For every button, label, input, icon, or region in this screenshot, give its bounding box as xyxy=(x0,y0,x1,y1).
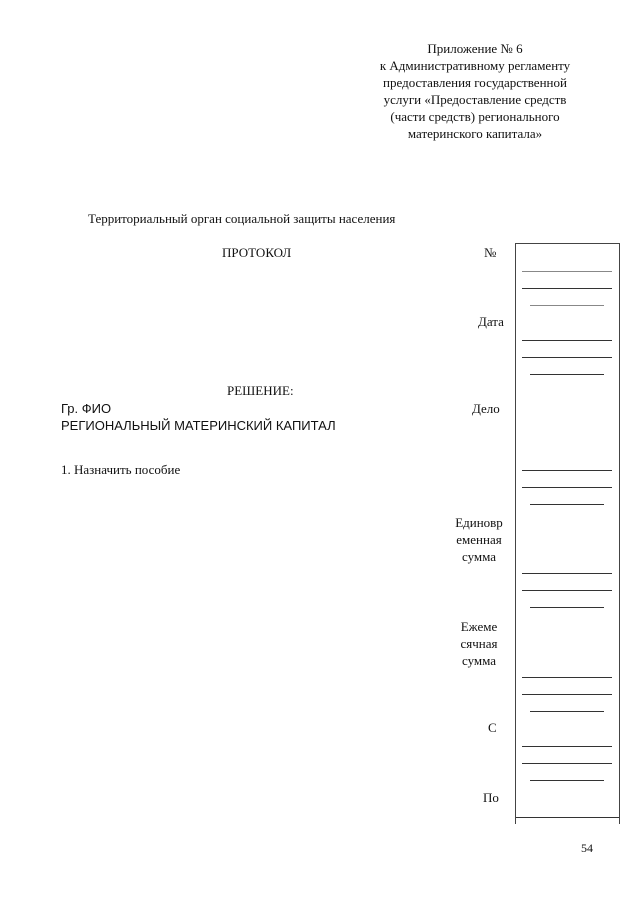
appendix-line: услуги «Предоставление средств xyxy=(383,92,567,107)
appendix-line: Приложение № 6 xyxy=(427,41,523,56)
case-fill-line xyxy=(522,487,612,488)
monthly-sum-line: сумма xyxy=(461,653,497,668)
monthly-sum-line: сячная xyxy=(460,636,498,651)
date-fill-line xyxy=(522,357,612,358)
from-label: С xyxy=(488,720,497,735)
page-number: 54 xyxy=(581,841,593,855)
date-fill-line xyxy=(522,340,612,341)
appendix-line: (части средств) регионального xyxy=(390,109,560,124)
lump-sum-label xyxy=(444,514,514,565)
monthly-sum-fill-line xyxy=(522,694,612,695)
lump-sum-line: еменная xyxy=(456,532,502,547)
from-fill-line xyxy=(522,746,612,747)
decision-item-1: 1. Назначить пособие xyxy=(61,462,181,477)
case-fill-line xyxy=(522,470,612,471)
date-label: Дата xyxy=(478,314,504,329)
program-name: РЕГИОНАЛЬНЫЙ МАТЕРИНСКИЙ КАПИТАЛ xyxy=(61,418,336,433)
from-fill-line xyxy=(530,780,604,781)
monthly-sum-fill-line xyxy=(522,677,612,678)
lump-sum-fill-line xyxy=(522,573,612,574)
appendix-header xyxy=(356,40,594,142)
box-bottom-line xyxy=(516,817,619,818)
lump-sum-line: сумма xyxy=(461,549,497,564)
lump-sum-line: Единовр xyxy=(455,515,503,530)
monthly-sum-fill-line xyxy=(530,711,604,712)
protocol-title: ПРОТОКОЛ xyxy=(222,245,292,260)
number-fill-line xyxy=(522,288,612,289)
number-label: № xyxy=(484,245,497,260)
to-label: По xyxy=(483,790,499,805)
from-fill-line xyxy=(522,763,612,764)
lump-sum-fill-line xyxy=(522,590,612,591)
case-fill-line xyxy=(530,504,604,505)
monthly-sum-label xyxy=(444,618,514,669)
case-label: Дело xyxy=(472,401,500,416)
organ-name: Территориальный орган социальной защиты населения xyxy=(88,211,396,226)
appendix-line: к Административному регламенту xyxy=(379,58,571,73)
date-fill-line xyxy=(530,374,604,375)
monthly-sum-line: Ежеме xyxy=(460,619,498,634)
lump-sum-fill-line xyxy=(530,607,604,608)
decision-title: РЕШЕНИЕ: xyxy=(227,383,294,398)
number-fill-line xyxy=(522,271,612,272)
person-name: Гр. ФИО xyxy=(61,401,112,416)
appendix-line: предоставления государственной xyxy=(383,75,567,90)
number-fill-line xyxy=(530,305,604,306)
appendix-line: материнского капитала» xyxy=(407,126,543,141)
fields-column-box xyxy=(515,243,620,824)
